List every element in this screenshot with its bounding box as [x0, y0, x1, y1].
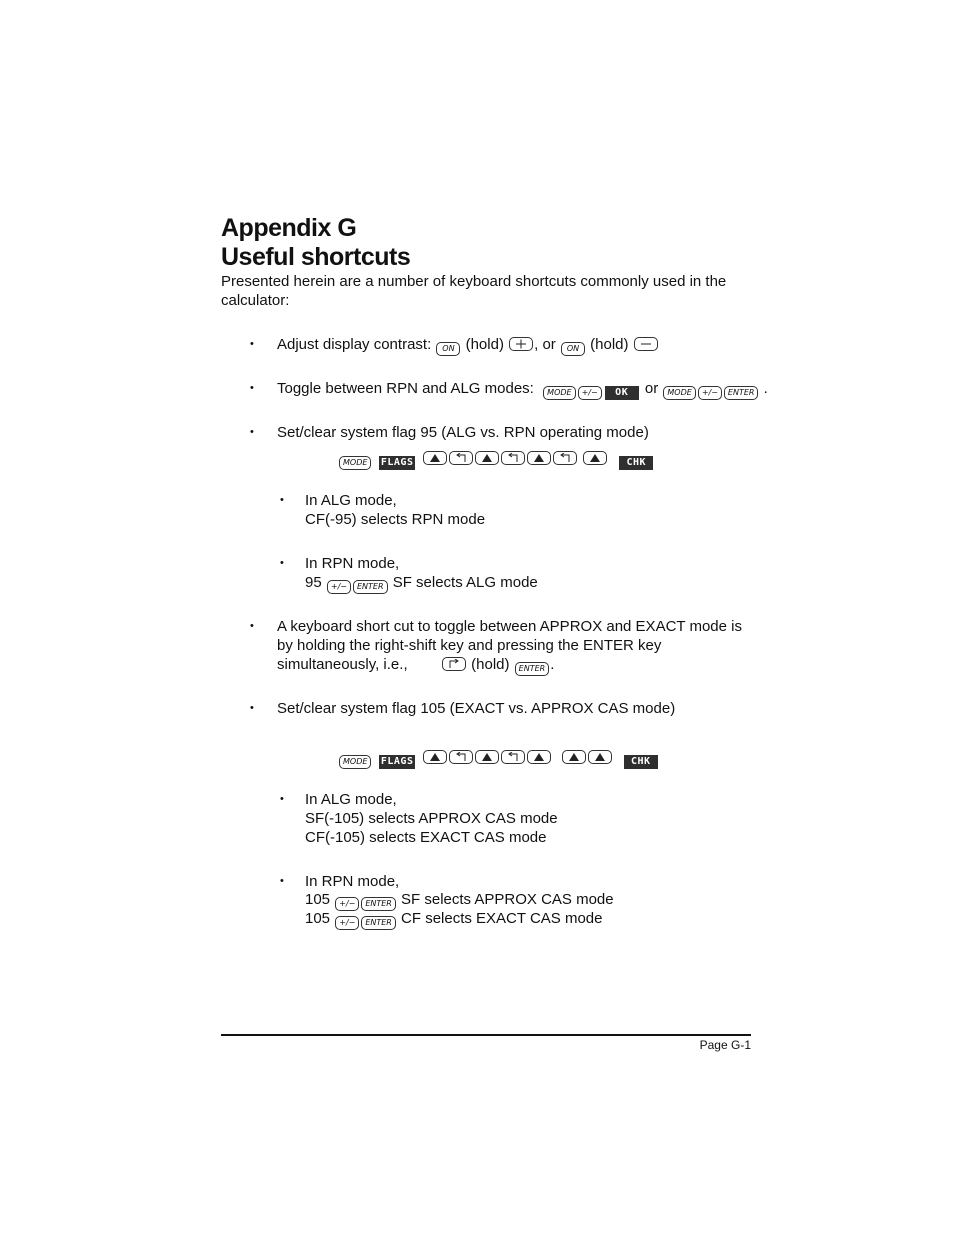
up-arrow-key — [475, 750, 499, 764]
approx-line-3 — [277, 655, 554, 676]
hold-text: (hold) — [465, 336, 504, 353]
flag95-rpn-mode: In RPN mode, — [305, 555, 400, 572]
hold-text: (hold) — [590, 336, 629, 353]
up-arrow-icon — [429, 752, 441, 762]
left-shift-key — [449, 451, 473, 465]
footer-rule — [221, 1034, 751, 1036]
contrast-item — [277, 335, 659, 356]
flag95-key-sequence — [338, 450, 655, 470]
toggle-mode-item — [277, 379, 768, 400]
approx-line-2: by holding the right-shift key and pressing the ENTER key — [277, 637, 662, 654]
on-key: ON — [436, 342, 460, 356]
page-title — [221, 214, 410, 272]
mode-key: MODE — [543, 386, 575, 400]
flag95-rpn-line — [305, 573, 538, 594]
flag95-alg-mode: In ALG mode, — [305, 492, 397, 509]
toggle-label: Toggle between RPN and ALG modes: — [277, 380, 534, 397]
flag105-rpn-line-2 — [305, 909, 602, 930]
up-arrow-icon — [594, 752, 606, 762]
up-arrow-key — [527, 750, 551, 764]
rpn-prefix: 105 — [305, 910, 331, 927]
up-arrow-key — [562, 750, 586, 764]
up-arrow-key — [423, 451, 447, 465]
up-arrow-key — [527, 451, 551, 465]
up-arrow-icon — [481, 752, 493, 762]
period-text: . — [763, 380, 768, 397]
chk-softkey: CHK — [624, 755, 658, 769]
bullet: • — [250, 620, 254, 632]
neg-key: +/− — [327, 580, 351, 594]
sub-bullet: • — [280, 875, 284, 887]
intro-paragraph: Presented herein are a number of keyboard shortcuts commonly used in the calculator: — [221, 273, 727, 309]
mode-key: MODE — [339, 456, 371, 470]
sub-bullet: • — [280, 793, 284, 805]
chk-softkey: CHK — [619, 456, 653, 470]
left-shift-key — [501, 750, 525, 764]
flag95-label: Set/clear system flag 95 (ALG vs. RPN operating mode) — [277, 424, 649, 441]
page-number: Page G-1 — [699, 1038, 751, 1052]
left-shift-key — [449, 750, 473, 764]
left-shift-icon — [455, 453, 467, 463]
flag105-label: Set/clear system flag 105 (EXACT vs. APPROX CAS mode) — [277, 700, 676, 717]
right-shift-key — [442, 657, 466, 671]
bullet: • — [250, 702, 254, 714]
bullet: • — [250, 426, 254, 438]
flag105-alg-action-1: SF(-105) selects APPROX CAS mode — [305, 810, 558, 827]
up-arrow-key — [583, 451, 607, 465]
flag105-rpn-line-1 — [305, 890, 614, 911]
approx-line-1: A keyboard short cut to toggle between APPROX and EXACT mode is — [277, 618, 742, 635]
up-arrow-key — [423, 750, 447, 764]
up-arrow-icon — [533, 752, 545, 762]
up-arrow-key — [588, 750, 612, 764]
mode-key: MODE — [339, 755, 371, 769]
rpn-prefix: 95 — [305, 574, 322, 591]
left-shift-icon — [507, 453, 519, 463]
left-shift-icon — [559, 453, 571, 463]
bullet: • — [250, 338, 254, 350]
neg-key: +/− — [335, 916, 359, 930]
rpn-action: SF selects ALG mode — [392, 574, 538, 591]
or-text: , or — [534, 336, 556, 353]
rpn-action-2: CF selects EXACT CAS mode — [401, 910, 603, 927]
appendix-title: Useful shortcuts — [221, 243, 411, 271]
flags-softkey: FLAGS — [380, 457, 414, 468]
enter-key: ENTER — [353, 580, 388, 594]
flag105-rpn-mode: In RPN mode, — [305, 873, 400, 890]
enter-key: ENTER — [515, 662, 550, 676]
flag105-alg-action-2: CF(-105) selects EXACT CAS mode — [305, 829, 547, 846]
left-shift-key — [501, 451, 525, 465]
up-arrow-icon — [481, 453, 493, 463]
neg-key: +/− — [335, 897, 359, 911]
ok-softkey: OK — [605, 386, 639, 400]
sub-bullet: • — [280, 494, 284, 506]
flags-softkey: FLAGS — [380, 756, 414, 767]
period-text: . — [550, 656, 555, 673]
on-key: ON — [561, 342, 585, 356]
rpn-action-1: SF selects APPROX CAS mode — [401, 891, 614, 908]
plus-key — [509, 337, 533, 351]
contrast-label: Adjust display contrast: — [277, 336, 432, 353]
or-text: or — [644, 380, 659, 397]
left-shift-key — [553, 451, 577, 465]
left-shift-icon — [507, 752, 519, 762]
sub-bullet: • — [280, 557, 284, 569]
rpn-prefix: 105 — [305, 891, 331, 908]
plus-icon — [515, 339, 527, 349]
approx-line-3-text: simultaneously, i.e., — [277, 656, 408, 673]
enter-key: ENTER — [361, 916, 396, 930]
up-arrow-icon — [533, 453, 545, 463]
up-arrow-icon — [429, 453, 441, 463]
neg-key: +/− — [698, 386, 722, 400]
up-arrow-icon — [568, 752, 580, 762]
minus-icon — [640, 339, 652, 349]
enter-key: ENTER — [724, 386, 759, 400]
up-arrow-key — [475, 451, 499, 465]
enter-key: ENTER — [361, 897, 396, 911]
bullet: • — [250, 382, 254, 394]
appendix-label: Appendix G — [221, 214, 357, 242]
minus-key — [634, 337, 658, 351]
mode-key: MODE — [663, 386, 695, 400]
hold-text: (hold) — [471, 656, 510, 673]
up-arrow-icon — [589, 453, 601, 463]
flag105-alg-mode: In ALG mode, — [305, 791, 397, 808]
right-shift-icon — [448, 659, 460, 669]
neg-key: +/− — [578, 386, 602, 400]
left-shift-icon — [455, 752, 467, 762]
flag95-alg-action: CF(-95) selects RPN mode — [305, 511, 486, 528]
flag105-key-sequence — [338, 749, 660, 769]
